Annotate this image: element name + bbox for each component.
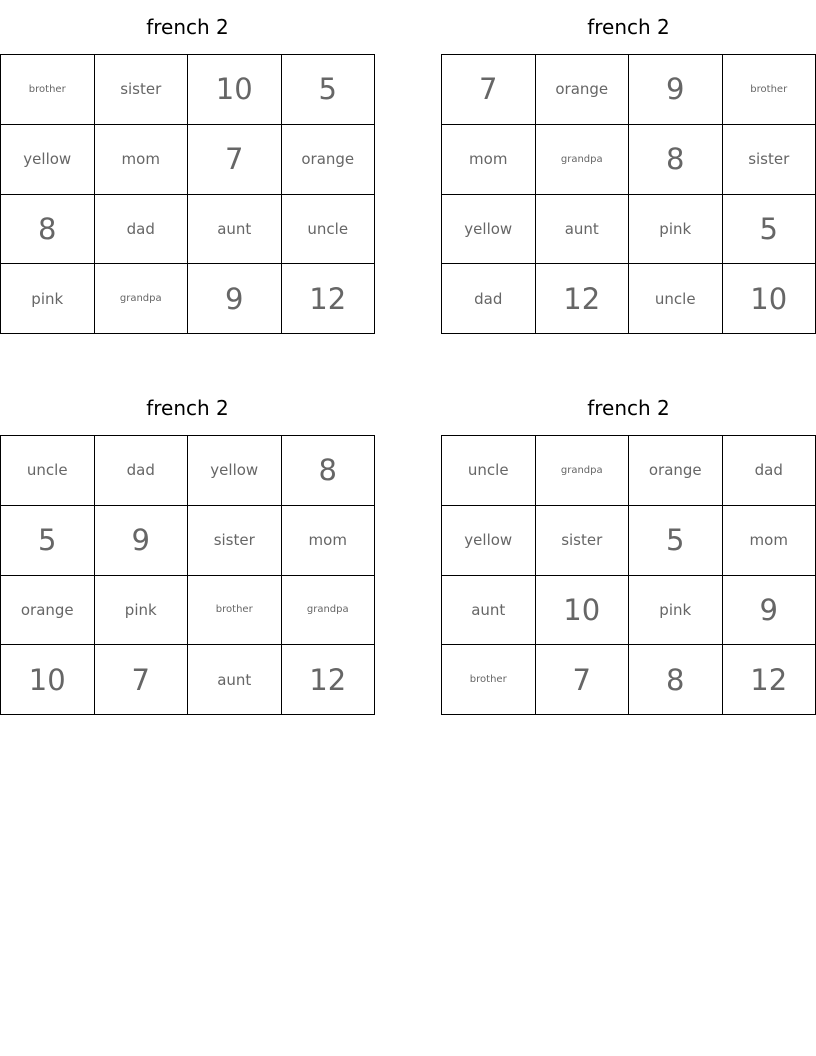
card-title: french 2 [587, 396, 670, 420]
bingo-cell: dad [95, 436, 189, 506]
bingo-cell: sister [95, 55, 189, 125]
bingo-cell: aunt [188, 195, 282, 265]
bingo-cell: pink [1, 264, 95, 334]
bingo-cell: 9 [629, 55, 723, 125]
bingo-cell: pink [629, 195, 723, 265]
bingo-cell: grandpa [95, 264, 189, 334]
bingo-cell: mom [442, 125, 536, 195]
bingo-cell: grandpa [536, 436, 630, 506]
bingo-cell: 10 [536, 576, 630, 646]
bingo-cell: uncle [1, 436, 95, 506]
bingo-cell: orange [629, 436, 723, 506]
bingo-cell: uncle [442, 436, 536, 506]
bingo-grid [441, 435, 816, 715]
bingo-cell: brother [188, 576, 282, 646]
bingo-cell: 7 [188, 125, 282, 195]
bingo-cell: dad [442, 264, 536, 334]
bingo-cell: yellow [188, 436, 282, 506]
bingo-cell: yellow [1, 125, 95, 195]
bingo-cell: aunt [536, 195, 630, 265]
bingo-cell: aunt [442, 576, 536, 646]
bingo-cell: 10 [1, 645, 95, 715]
bingo-cell: 5 [629, 506, 723, 576]
bingo-grid [0, 435, 375, 715]
bingo-cell: uncle [282, 195, 376, 265]
bingo-cell: 5 [723, 195, 816, 265]
bingo-cell: 9 [188, 264, 282, 334]
bingo-cell: 12 [723, 645, 816, 715]
bingo-cell: 8 [629, 645, 723, 715]
bingo-cell: orange [536, 55, 630, 125]
bingo-cell: sister [723, 125, 816, 195]
bingo-cell: 10 [723, 264, 816, 334]
bingo-cell: orange [1, 576, 95, 646]
bingo-cell: aunt [188, 645, 282, 715]
bingo-cell: brother [723, 55, 816, 125]
bingo-cell: pink [629, 576, 723, 646]
card-title: french 2 [146, 15, 229, 39]
bingo-cell: brother [1, 55, 95, 125]
bingo-cell: 5 [1, 506, 95, 576]
bingo-cell: grandpa [536, 125, 630, 195]
bingo-cell: mom [282, 506, 376, 576]
bingo-cell: 9 [723, 576, 816, 646]
bingo-cell: 12 [536, 264, 630, 334]
bingo-cell: 5 [282, 55, 376, 125]
bingo-cell: grandpa [282, 576, 376, 646]
bingo-cell: mom [723, 506, 816, 576]
bingo-cell: dad [723, 436, 816, 506]
bingo-cell: 12 [282, 264, 376, 334]
bingo-cell: uncle [629, 264, 723, 334]
bingo-cell: 10 [188, 55, 282, 125]
bingo-cell: 7 [536, 645, 630, 715]
bingo-cell: sister [536, 506, 630, 576]
bingo-cell: 7 [95, 645, 189, 715]
bingo-cell: brother [442, 645, 536, 715]
bingo-cell: yellow [442, 506, 536, 576]
card-title: french 2 [587, 15, 670, 39]
bingo-cell: 8 [282, 436, 376, 506]
bingo-cell: yellow [442, 195, 536, 265]
bingo-cell: pink [95, 576, 189, 646]
bingo-cell: dad [95, 195, 189, 265]
bingo-cell: 9 [95, 506, 189, 576]
bingo-cell: orange [282, 125, 376, 195]
bingo-cell: 7 [442, 55, 536, 125]
card-title: french 2 [146, 396, 229, 420]
bingo-grid [0, 54, 375, 334]
bingo-cell: mom [95, 125, 189, 195]
bingo-cell: 12 [282, 645, 376, 715]
bingo-cell: 8 [1, 195, 95, 265]
bingo-grid [441, 54, 816, 334]
bingo-cell: 8 [629, 125, 723, 195]
bingo-cell: sister [188, 506, 282, 576]
